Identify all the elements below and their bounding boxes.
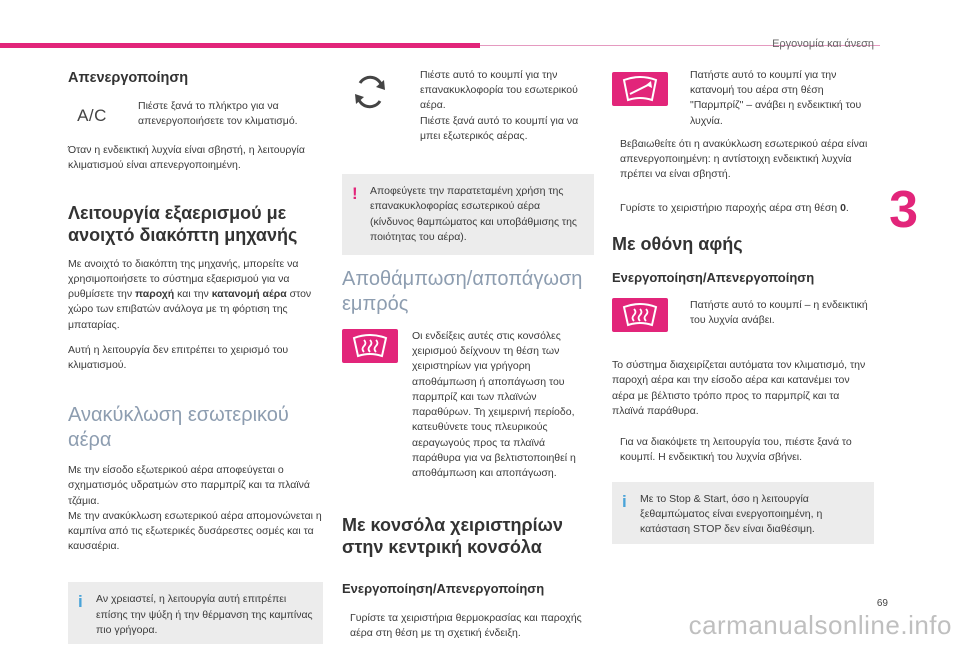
windscreen-distribution-icon: [612, 72, 668, 106]
recirculation-icon-svg: [350, 75, 390, 109]
recirculation-icon: [342, 72, 398, 112]
touchscreen-subheading: Ενεργοποίηση/Απενεργοποίηση: [612, 270, 815, 286]
air-distribution-row: [612, 68, 874, 129]
engine-off-paragraph-2: Αυτή η λειτουργία δεν επιτρέπει το χειρισμό του κλιματισμού.: [68, 343, 289, 371]
ac-row: [68, 99, 323, 133]
console-heading: Με κονσόλα χειριστηρίων στην κεντρική κονσόλα: [342, 515, 563, 557]
chapter-number: 3: [889, 181, 918, 239]
info-icon: i: [78, 592, 83, 612]
console-bullet-1: Γυρίστε τα χειριστήρια θερμοκρασίας και παροχής αέρα στη θέση με τη σχετική ένδειξη.: [350, 612, 582, 640]
touchscreen-heading: Με οθόνη αφής: [612, 233, 743, 254]
windscreen-distribution-svg: [622, 76, 658, 102]
info-note: [612, 482, 874, 544]
bullet-item: [342, 611, 594, 641]
text-bold: παροχή: [135, 288, 175, 301]
touch-bullet-2: Για να διακόψετε τη λειτουργία του, πιέστε ξανά το κουμπί. Η ενδεικτική του λυχνία σβήνει.: [620, 436, 852, 464]
bullet-item: [612, 435, 874, 465]
engine-off-heading: Λειτουργία εξαερισμού με ανοιχτό διακόπτη μηχανής: [68, 203, 298, 246]
flow-zero-bullet: [620, 201, 849, 216]
recirculation-row: [342, 68, 594, 144]
text-part: .: [845, 201, 849, 214]
touch-bullet-1: Πατήστε αυτό το κουμπί – η ενδεικτική του λυχνία ανάβει.: [690, 299, 868, 327]
defog-row: [342, 329, 594, 481]
warning-note: [342, 174, 594, 255]
recirc-check-bullet: Βεβαιωθείτε ότι η ανακύκλωση εσωτερικού αέρα είναι απενεργοποιημένη: η αντίστοιχη ενδεικτική λυχνία πρέπει να είναι σβηστή.: [620, 137, 868, 181]
bullet-item: [612, 201, 874, 216]
text-part: και την: [174, 288, 212, 301]
ac-text: Όταν η ενδεικτική λυχνία είναι σβηστή, η λειτουργία κλιματισμού είναι απενεργοποιημένη.: [68, 144, 305, 172]
column-3: [612, 68, 874, 544]
recirculation-bullets: [412, 68, 594, 144]
bullet-item: [130, 99, 323, 129]
info-icon: i: [622, 491, 627, 511]
info-note-text: Αν χρειαστεί, η λειτουργία αυτή επιτρέπει επίσης την ψύξη ή την θέρμανση της καμπίνας πιο γρήγορα.: [96, 593, 313, 636]
console-subheading: Ενεργοποίηση/Απενεργοποίηση: [342, 581, 545, 597]
warning-icon: !: [352, 184, 358, 204]
text-bold: κατανομή αέρα: [211, 288, 287, 301]
recirculation-paragraph-1: Με την είσοδο εξωτερικού αέρα αποφεύγεται ο σχηματισμός υδρατμών στο παρμπρίζ και τα πλαϊνά τζάμια.: [68, 464, 310, 507]
ac-label: A/C: [77, 105, 107, 125]
windscreen-defog-svg: [622, 303, 658, 327]
bullet-item: [412, 114, 594, 144]
text-part: Με ανοιχτό το διακόπτη της μηχανής, μπορείτε να χρησιμοποιήσετε το σύστημα εξαερισμού για να ρυθμίσετε την: [68, 257, 299, 301]
text-part: στον χώρο των επιβατών ανάλογα με τη φόρτιση της μπαταρίας.: [68, 288, 312, 331]
engine-off-paragraph: [68, 257, 323, 333]
distribution-bullet: Πατήστε αυτό το κουμπί για την κατανομή του αέρα στη θέση "Παρμπρίζ" – ανάβει η ενδεικτική του λυχνία.: [690, 69, 862, 127]
text-bold: 0: [840, 201, 846, 214]
info-note-text: Με το Stop & Start, όσο η λειτουργία ξεθαμπώματος είναι ενεργοποιημένη, η κατάσταση STOP δεν είναι διαθέσιμη.: [640, 492, 823, 535]
windscreen-defog-icon: [612, 298, 668, 332]
header-accent-bar: [0, 43, 480, 48]
defog-text: Οι ενδείξεις αυτές στις κονσόλες χειρισμού δείχνουν τη θέση των χειριστηρίων για γρήγορη αποθάμπωση ή αποπάγωση του παρμπρίζ και των πλαϊνών παραθύρων. Τη χειμερινή περίοδο, κατευθύνετε τους πλευρικούς αεραγωγούς προς τα πλαϊνά παράθυρα για να βελτιστοποιηθεί η αποθάμπωση και αποπάγωση.: [412, 329, 576, 479]
ac-button-icon: [68, 99, 116, 133]
touch-defog-row: [612, 298, 874, 332]
recirc-bullet-1: Πιέστε αυτό το κουμπί για την επανακυκλοφορία του εσωτερικού αέρα.: [420, 69, 578, 112]
warning-note-text: Αποφεύγετε την παρατεταμένη χρήση της επανακυκλοφορίας εσωτερικού αέρα (κίνδυνος θαμπώματος και υποβάθμισης της ποιότητας του αέρα).: [370, 185, 577, 243]
recirc-bullet-2: Πιέστε ξανά αυτό το κουμπί για να μπει εξωτερικός αέρας.: [420, 114, 579, 142]
bullet-item: [612, 137, 874, 183]
bullet-item: [682, 68, 874, 129]
page-number: 69: [876, 598, 888, 609]
touch-paragraph: Το σύστημα διαχειρίζεται αυτόματα τον κλιματισμό, την παροχή αέρα και την είσοδο αέρα και κατανέμει τον αέρα με βέλτιστο τρόπο προς το παρμπρίζ και τα πλαϊνά παράθυρα.: [612, 359, 866, 417]
bullet-item: [682, 298, 874, 328]
column-2: [342, 68, 594, 642]
windscreen-defog-svg: [352, 334, 388, 358]
header-title: Εργονομία και άνεση: [772, 38, 874, 50]
recirculation-heading: Ανακύκλωση εσωτερικού αέρα: [68, 404, 289, 452]
windscreen-defog-icon: [342, 329, 398, 363]
recirculation-paragraph-2: Με την ανακύκλωση εσωτερικού αέρα απομονώνεται η καμπίνα από τις εξωτερικές δυσάρεστες οσμές και τα καυσαέρια.: [68, 509, 322, 553]
info-note: [68, 582, 323, 644]
footer-watermark: carmanualsonline.info: [688, 610, 952, 640]
text-part: Γυρίστε το χειριστήριο παροχής αέρα στη θέση: [620, 201, 841, 214]
bullet-item: [412, 68, 594, 114]
ac-bullet-text: Πιέστε ξανά το πλήκτρο για να απενεργοποιήσετε τον κλιματισμό.: [138, 100, 298, 128]
defog-heading: Αποθάμπωση/αποπάγωση εμπρός: [342, 267, 583, 315]
deactivation-heading: Απενεργοποίηση: [68, 70, 189, 86]
column-1: [68, 68, 323, 644]
